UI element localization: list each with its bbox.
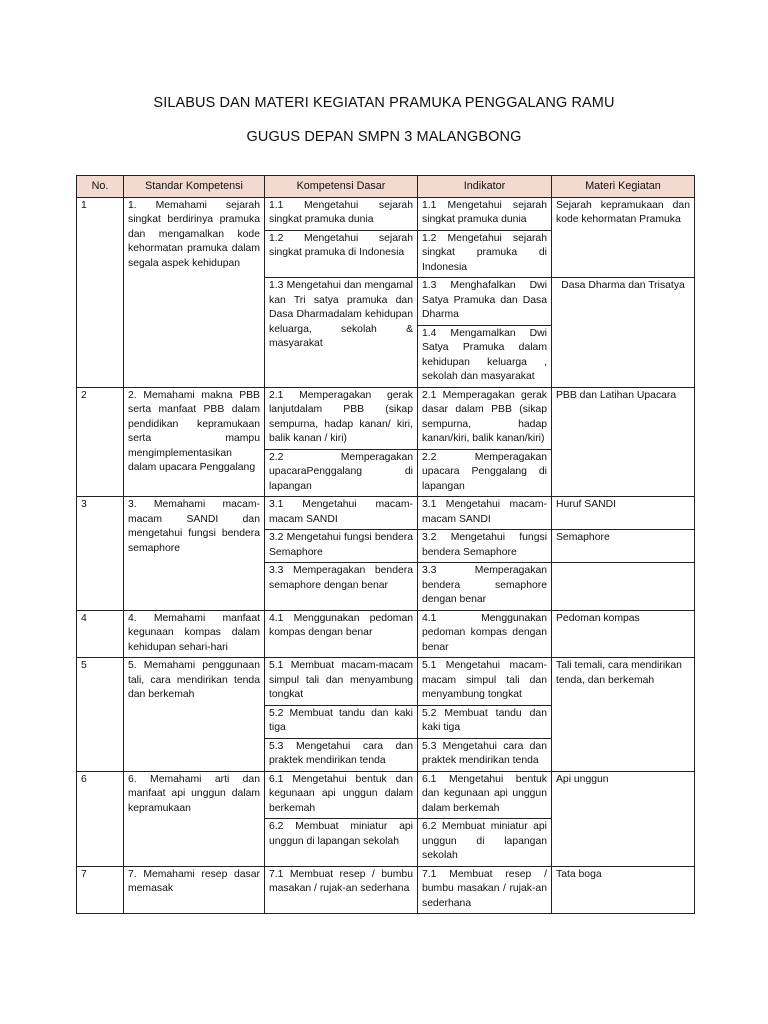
kompetensi-dasar-cell: 3.3 Memperagakan bendera semaphore dengan benar bbox=[265, 563, 418, 611]
table-row bbox=[77, 497, 695, 530]
standar-kompetensi-cell: 5. Memahami penggunaan tali, cara mendirikan tenda dan berkemah bbox=[124, 658, 265, 772]
kompetensi-dasar-cell: 2.1 Memperagakan gerak lanjutdalam PBB (sikap sempurna, hadap kanan/ kiri, balik kanan / kiri) bbox=[265, 387, 418, 449]
indikator-cell: 5.2 Membuat tandu dan kaki tiga bbox=[418, 705, 552, 738]
kompetensi-dasar-cell: 4.1 Menggunakan pedoman kompas dengan benar bbox=[265, 610, 418, 658]
materi-cell: Api unggun bbox=[552, 771, 695, 866]
kompetensi-dasar-cell: 2.2 Memperagakan upacaraPenggalang di lapangan bbox=[265, 449, 418, 497]
row-number: 6 bbox=[77, 771, 124, 866]
document-subtitle: GUGUS DEPAN SMPN 3 MALANGBONG bbox=[246, 129, 522, 145]
indikator-cell: 5.3 Mengetahui cara dan praktek mendirikan tenda bbox=[418, 738, 552, 771]
syllabus-table bbox=[76, 175, 695, 914]
header-kompetensi-dasar: Kompetensi Dasar bbox=[265, 176, 418, 198]
row-number: 4 bbox=[77, 610, 124, 658]
table-row bbox=[77, 197, 695, 230]
kompetensi-dasar-cell: 3.1 Mengetahui macam-macam SANDI bbox=[265, 497, 418, 530]
kompetensi-dasar-cell: 5.3 Mengetahui cara dan praktek mendirikan tenda bbox=[265, 738, 418, 771]
indikator-cell: 5.1 Mengetahui macam-macam simpul tali dan menyambung tongkat bbox=[418, 658, 552, 706]
header-materi-kegiatan: Materi Kegiatan bbox=[552, 176, 695, 198]
indikator-cell: 1.2 Mengetahui sejarah singkat pramuka di Indonesia bbox=[418, 230, 552, 278]
standar-kompetensi-cell: 3. Memahami macam-macam SANDI dan mengetahui fungsi bendera semaphore bbox=[124, 497, 265, 611]
kompetensi-dasar-cell: 5.2 Membuat tandu dan kaki tiga bbox=[265, 705, 418, 738]
indikator-cell: 4.1 Menggunakan pedoman kompas dengan benar bbox=[418, 610, 552, 658]
standar-kompetensi-cell: 4. Memahami manfaat kegunaan kompas dalam kehidupan sehari-hari bbox=[124, 610, 265, 658]
table-row bbox=[77, 771, 695, 819]
table-header-row bbox=[77, 176, 695, 198]
document-title: SILABUS DAN MATERI KEGIATAN PRAMUKA PENGGALANG RAMU bbox=[153, 95, 615, 111]
row-number: 5 bbox=[77, 658, 124, 772]
indikator-cell: 2.2 Memperagakan upacara Penggalang di lapangan bbox=[418, 449, 552, 497]
kompetensi-dasar-cell: 6.2 Membuat miniatur api unggun di lapangan sekolah bbox=[265, 819, 418, 867]
standar-kompetensi-cell: 6. Memahami arti dan manfaat api unggun dalam kepramukaan bbox=[124, 771, 265, 866]
materi-cell-empty bbox=[552, 563, 695, 611]
kompetensi-dasar-cell: 7.1 Membuat resep / bumbu masakan / rujak-an sederhana bbox=[265, 866, 418, 914]
materi-cell: Pedoman kompas bbox=[552, 610, 695, 658]
indikator-cell: 2.1 Memperagakan gerak dasar dalam PBB (sikap sempurna, hadap kanan/kiri, balik kanan/kiri) bbox=[418, 387, 552, 449]
materi-cell: Tata boga bbox=[552, 866, 695, 914]
standar-kompetensi-cell: 7. Memahami resep dasar memasak bbox=[124, 866, 265, 914]
kompetensi-dasar-cell: 3.2 Mengetahui fungsi bendera Semaphore bbox=[265, 530, 418, 563]
indikator-cell: 3.1 Mengetahui macam-macam SANDI bbox=[418, 497, 552, 530]
header-indikator: Indikator bbox=[418, 176, 552, 198]
indikator-cell: 1.1 Mengetahui sejarah singkat pramuka dunia bbox=[418, 197, 552, 230]
kompetensi-dasar-cell: 1.1 Mengetahui sejarah singkat pramuka dunia bbox=[265, 197, 418, 230]
materi-cell: Semaphore bbox=[552, 530, 695, 563]
table-row bbox=[77, 610, 695, 658]
header-standar-kompetensi: Standar Kompetensi bbox=[124, 176, 265, 198]
standar-kompetensi-cell: 2. Memahami makna PBB serta manfaat PBB dalam pendidikan kepramukaan serta mampu mengimplementasikan dalam upacara Penggalang bbox=[124, 387, 265, 497]
indikator-cell: 7.1 Membuat resep / bumbu masakan / rujak-an sederhana bbox=[418, 866, 552, 914]
table-row bbox=[77, 387, 695, 449]
indikator-cell: 1.4 Mengamalkan Dwi Satya Pramuka dalam kehidupan keluarga , sekolah dan masyarakat bbox=[418, 325, 552, 387]
standar-kompetensi-cell: 1. Memahami sejarah singkat berdirinya pramuka dan mengamalkan kode kehormatan pramuka dalam segala aspek kehidupan bbox=[124, 197, 265, 387]
kompetensi-dasar-cell: 6.1 Mengetahui bentuk dan kegunaan api unggun dalam berkemah bbox=[265, 771, 418, 819]
indikator-cell: 6.1 Mengetahui bentuk dan kegunaan api unggun dalam berkemah bbox=[418, 771, 552, 819]
table-row bbox=[77, 866, 695, 914]
indikator-cell: 3.2 Mengetahui fungsi bendera Semaphore bbox=[418, 530, 552, 563]
indikator-cell: 1.3 Menghafalkan Dwi Satya Pramuka dan Dasa Dharma bbox=[418, 278, 552, 326]
table-row bbox=[77, 658, 695, 706]
indikator-cell: 6.2 Membuat miniatur api unggun di lapangan sekolah bbox=[418, 819, 552, 867]
materi-cell: Sejarah kepramukaan dan kode kehormatan Pramuka bbox=[552, 197, 695, 278]
kompetensi-dasar-cell: 5.1 Membuat macam-macam simpul tali dan menyambung tongkat bbox=[265, 658, 418, 706]
materi-cell: PBB dan Latihan Upacara bbox=[552, 387, 695, 497]
indikator-cell: 3.3 Memperagakan bendera semaphore dengan benar bbox=[418, 563, 552, 611]
kompetensi-dasar-cell: 1.3 Mengetahui dan mengamal kan Tri satya pramuka dan Dasa Dharmadalam kehidupan keluarga, sekolah & masyarakat bbox=[265, 278, 418, 388]
materi-cell: Dasa Dharma dan Trisatya bbox=[552, 278, 695, 388]
materi-cell: Tali temali, cara mendirikan tenda, dan berkemah bbox=[552, 658, 695, 772]
row-number: 3 bbox=[77, 497, 124, 611]
kompetensi-dasar-cell: 1.2 Mengetahui sejarah singkat pramuka di Indonesia bbox=[265, 230, 418, 278]
row-number: 7 bbox=[77, 866, 124, 914]
row-number: 2 bbox=[77, 387, 124, 497]
materi-cell: Huruf SANDI bbox=[552, 497, 695, 530]
row-number: 1 bbox=[77, 197, 124, 387]
header-no: No. bbox=[77, 176, 124, 198]
